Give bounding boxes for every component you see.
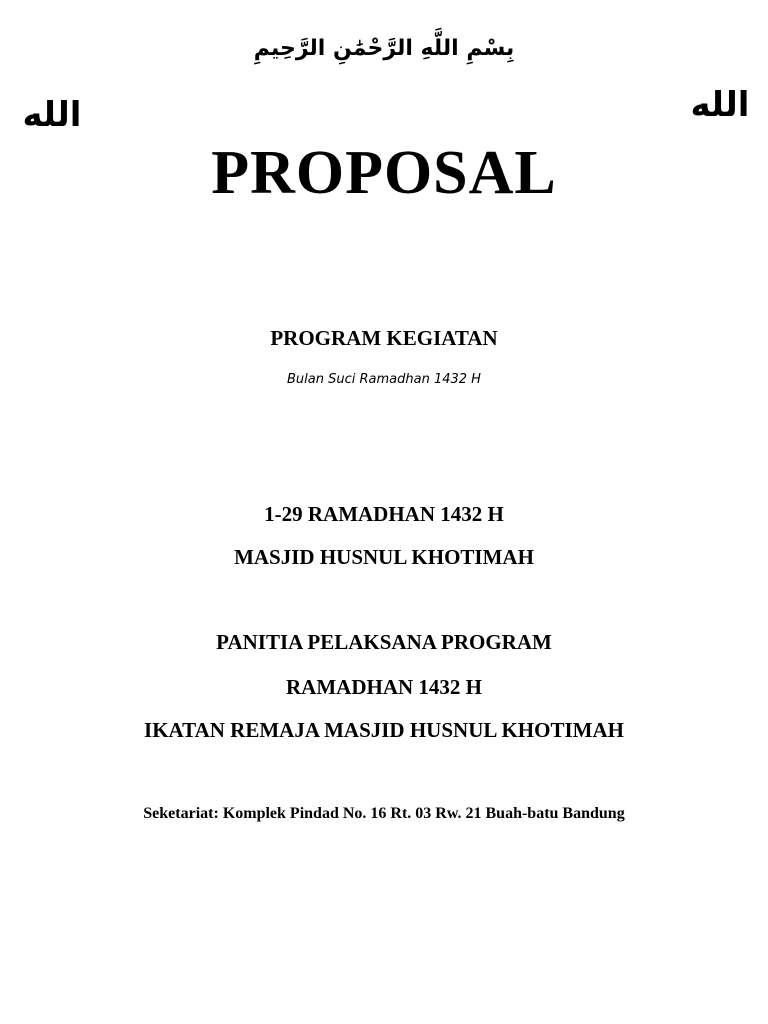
secretariat-address: Seketariat: Komplek Pindad No. 16 Rt. 03 Rw. 21 Buah-batu Bandung: [143, 805, 625, 822]
event-dates: 1-29 RAMADHAN 1432 H: [264, 502, 504, 526]
document-title: PROPOSAL: [211, 139, 557, 207]
committee-period: RAMADHAN 1432 H: [286, 675, 482, 699]
event-venue: MASJID HUSNUL KHOTIMAH: [234, 545, 534, 569]
program-subtitle: Bulan Suci Ramadhan 1432 H: [287, 372, 481, 387]
allah-calligraphy-left: الله: [22, 95, 82, 135]
program-heading: PROGRAM KEGIATAN: [270, 326, 498, 350]
basmalah-calligraphy: بِسْمِ اللَّهِ الرَّحْمَٰنِ الرَّحِيمِ: [253, 36, 515, 61]
allah-calligraphy-right: الله: [690, 85, 750, 125]
organization-name: IKATAN REMAJA MASJID HUSNUL KHOTIMAH: [144, 718, 624, 742]
committee-heading: PANITIA PELAKSANA PROGRAM: [216, 630, 552, 654]
